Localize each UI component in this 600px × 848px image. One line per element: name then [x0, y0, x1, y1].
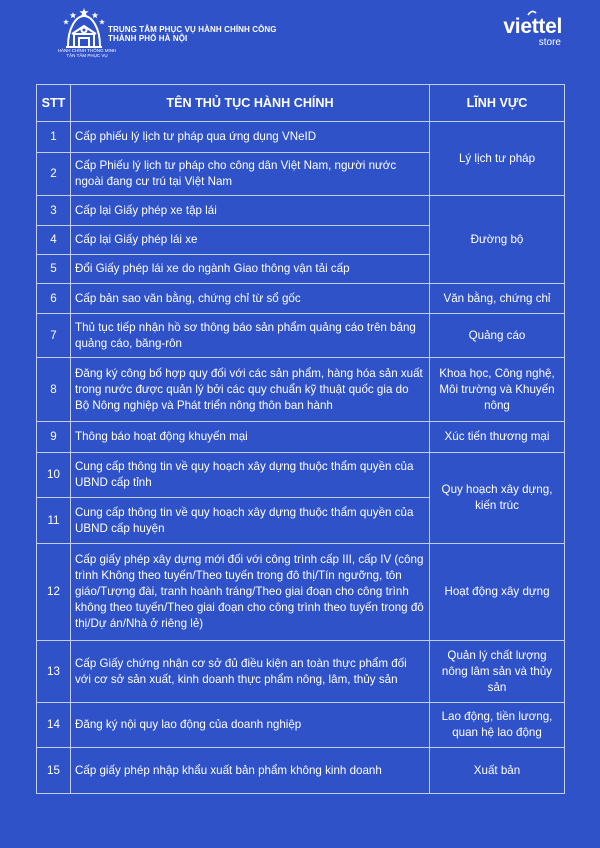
header-stt: STT — [37, 85, 71, 122]
row-stt: 10 — [37, 453, 71, 498]
org-line-2: THÀNH PHỐ HÀ NỘI — [108, 34, 188, 43]
organization-name — [108, 25, 277, 43]
row-procedure-name: Cấp phiếu lý lịch tư pháp qua ứng dụng VNeID — [71, 122, 430, 153]
table-row — [37, 284, 565, 314]
row-field: Khoa học, Công nghệ, Môi trường và Khuyến nông — [430, 358, 565, 422]
row-field: Hoạt động xây dựng — [430, 544, 565, 641]
row-procedure-name: Cung cấp thông tin về quy hoạch xây dựng thuộc thẩm quyền của UBND cấp huyện — [71, 498, 430, 544]
row-procedure-name: Thông báo hoạt động khuyến mại — [71, 422, 430, 453]
table-row — [37, 314, 565, 358]
slogan-line-2: TẬN TÂM PHỤC VỤ — [66, 53, 108, 58]
row-stt: 6 — [37, 284, 71, 314]
row-field: Lao động, tiền lương, quan hệ lao động — [430, 703, 565, 748]
row-stt: 15 — [37, 748, 71, 794]
row-procedure-name: Cấp Phiếu lý lịch tư pháp cho công dân Việt Nam, người nước ngoài đang cư trú tại Việt Nam — [71, 153, 430, 196]
row-procedure-name: Đăng ký nội quy lao động của doanh nghiệp — [71, 703, 430, 748]
row-field: Lý lịch tư pháp — [430, 122, 565, 196]
row-stt: 4 — [37, 226, 71, 255]
row-stt: 9 — [37, 422, 71, 453]
slogan-line-1: HÀNH CHÍNH THÔNG MINH — [57, 48, 117, 53]
header-procedure-name: TÊN THỦ TỤC HÀNH CHÍNH — [71, 85, 430, 122]
table-row — [37, 196, 565, 226]
row-procedure-name: Cấp giấy phép xây dựng mới đối với công trình cấp III, cấp IV (công trình Không theo tuyến/Theo tuyến trong đô thị/Tín ngưỡng, tôn giáo/Tượng đài, tranh hoành tráng/Theo giai đoạn cho công trình không theo tuyến/Theo giai đoạn cho công trình theo tuyến trong đô thị/Dự án/Nhà ở riêng lẻ) — [71, 544, 430, 641]
row-stt: 11 — [37, 498, 71, 544]
table-row — [37, 544, 565, 641]
header — [0, 0, 600, 75]
brand-name — [503, 17, 562, 37]
row-field: Quản lý chất lượng nông lâm sản và thủy sản — [430, 641, 565, 703]
row-procedure-name: Cấp bản sao văn bằng, chứng chỉ từ sổ gốc — [71, 284, 430, 314]
row-procedure-name: Đăng ký công bố hợp quy đối với các sản phẩm, hàng hóa sản xuất trong nước được quản lý bởi các quy chuẩn kỹ thuật quốc gia do Bộ Nông nghiệp và Phát triển nông thôn ban hành — [71, 358, 430, 422]
row-stt: 14 — [37, 703, 71, 748]
logo-slogan — [57, 48, 117, 58]
table-header-row — [37, 85, 565, 122]
row-field: Đường bộ — [430, 196, 565, 284]
table-row — [37, 453, 565, 498]
row-stt: 3 — [37, 196, 71, 226]
table-row — [37, 703, 565, 748]
row-field: Văn bằng, chứng chỉ — [430, 284, 565, 314]
table-row — [37, 641, 565, 703]
table-row — [37, 748, 565, 794]
row-stt: 1 — [37, 122, 71, 153]
row-procedure-name: Cấp Giấy chứng nhận cơ sở đủ điều kiện an toàn thực phẩm đối với cơ sở sản xuất, kinh doanh thực phẩm nông, lâm, thủy sản — [71, 641, 430, 703]
row-procedure-name: Cấp giấy phép nhập khẩu xuất bản phẩm không kinh doanh — [71, 748, 430, 794]
row-stt: 2 — [37, 153, 71, 196]
hanoi-khue-van-cac-logo-icon — [62, 8, 106, 50]
row-procedure-name: Cung cấp thông tin về quy hoạch xây dựng thuộc thẩm quyền của UBND cấp tỉnh — [71, 453, 430, 498]
row-procedure-name: Cấp lại Giấy phép xe tập lái — [71, 196, 430, 226]
brand-mark-icon — [527, 10, 537, 16]
brand-sub: store — [538, 37, 561, 48]
row-field: Xuất bản — [430, 748, 565, 794]
table-row — [37, 358, 565, 422]
viettel-store-logo — [503, 17, 562, 49]
row-field: Xúc tiến thương mại — [430, 422, 565, 453]
table-row — [37, 122, 565, 153]
row-field: Quảng cáo — [430, 314, 565, 358]
row-stt: 13 — [37, 641, 71, 703]
table-row — [37, 422, 565, 453]
row-stt: 8 — [37, 358, 71, 422]
header-field: LĨNH VỰC — [430, 85, 565, 122]
procedures-table — [36, 84, 565, 794]
row-procedure-name: Đổi Giấy phép lái xe do ngành Giao thông vận tải cấp — [71, 255, 430, 284]
row-stt: 5 — [37, 255, 71, 284]
row-procedure-name: Cấp lại Giấy phép lái xe — [71, 226, 430, 255]
row-stt: 12 — [37, 544, 71, 641]
row-field: Quy hoạch xây dựng, kiến trúc — [430, 453, 565, 544]
row-procedure-name: Thủ tục tiếp nhận hồ sơ thông báo sản phẩm quảng cáo trên bảng quảng cáo, băng-rôn — [71, 314, 430, 358]
row-stt: 7 — [37, 314, 71, 358]
org-line-1: TRUNG TÂM PHỤC VỤ HÀNH CHÍNH CÔNG — [108, 25, 277, 34]
brand-name-text: viettel — [503, 15, 562, 38]
